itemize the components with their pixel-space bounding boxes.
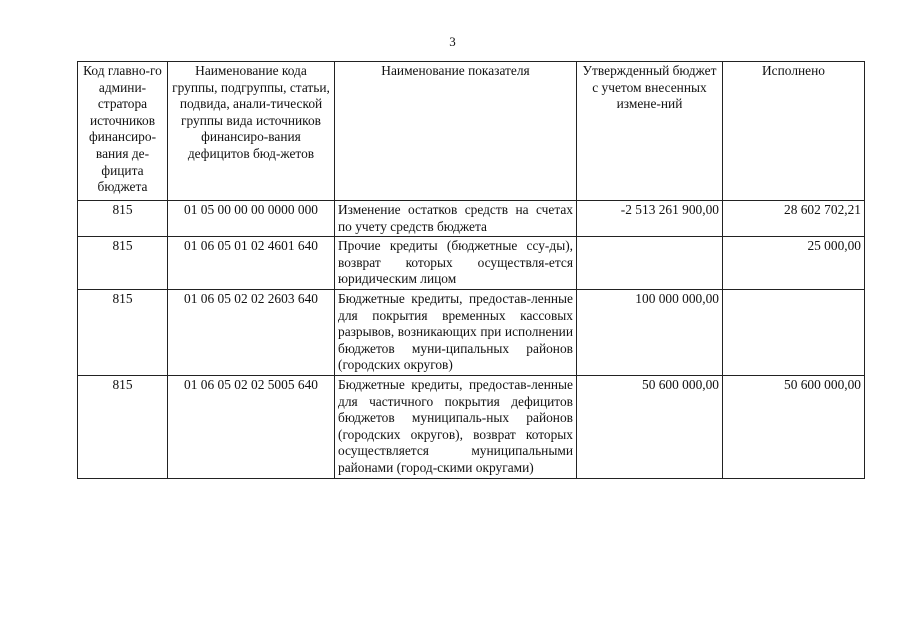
cell-admin-code: 815	[78, 237, 168, 290]
header-indicator-name: Наименование показателя	[335, 62, 577, 201]
table-row	[78, 201, 865, 237]
page-number: 3	[449, 34, 456, 49]
cell-indicator-name: Бюджетные кредиты, предостав-ленные для покрытия временных кассовых разрывов, возникающих при исполнении бюджетов муни-ципальных районов (городских округов)	[335, 289, 577, 375]
cell-group-code: 01 05 00 00 00 0000 000	[168, 201, 335, 237]
cell-approved-budget: 50 600 000,00	[577, 375, 723, 478]
cell-admin-code: 815	[78, 201, 168, 237]
header-admin-code: Код главно-го админи-стратора источников финансиро-вания де-фицита бюджета	[78, 62, 168, 201]
header-group-code: Наименование кода группы, подгруппы, статьи, подвида, анали-тической группы вида источников финансиро-вания дефицитов бюд-жетов	[168, 62, 335, 201]
cell-executed: 28 602 702,21	[723, 201, 865, 237]
cell-group-code: 01 06 05 02 02 5005 640	[168, 375, 335, 478]
table-header-row	[78, 62, 865, 201]
table-row	[78, 289, 865, 375]
cell-approved-budget: -2 513 261 900,00	[577, 201, 723, 237]
table-row	[78, 237, 865, 290]
header-executed: Исполнено	[723, 62, 865, 201]
cell-indicator-name: Изменение остатков средств на счетах по учету средств бюджета	[335, 201, 577, 237]
cell-approved-budget	[577, 237, 723, 290]
cell-indicator-name: Бюджетные кредиты, предостав-ленные для частичного покрытия дефицитов бюджетов муниципаль-ных районов (городских округов), возврат которых осуществляется муниципальными районами (город-скими округами)	[335, 375, 577, 478]
cell-admin-code: 815	[78, 289, 168, 375]
cell-approved-budget: 100 000 000,00	[577, 289, 723, 375]
cell-admin-code: 815	[78, 375, 168, 478]
cell-group-code: 01 06 05 01 02 4601 640	[168, 237, 335, 290]
header-approved-budget: Утвержденный бюджет с учетом внесенных измене-ний	[577, 62, 723, 201]
cell-executed: 25 000,00	[723, 237, 865, 290]
table-row	[78, 375, 865, 478]
cell-indicator-name: Прочие кредиты (бюджетные ссу-ды), возврат которых осуществля-ется юридическим лицом	[335, 237, 577, 290]
budget-sources-table	[77, 61, 865, 479]
cell-group-code: 01 06 05 02 02 2603 640	[168, 289, 335, 375]
cell-executed: 50 600 000,00	[723, 375, 865, 478]
cell-executed	[723, 289, 865, 375]
